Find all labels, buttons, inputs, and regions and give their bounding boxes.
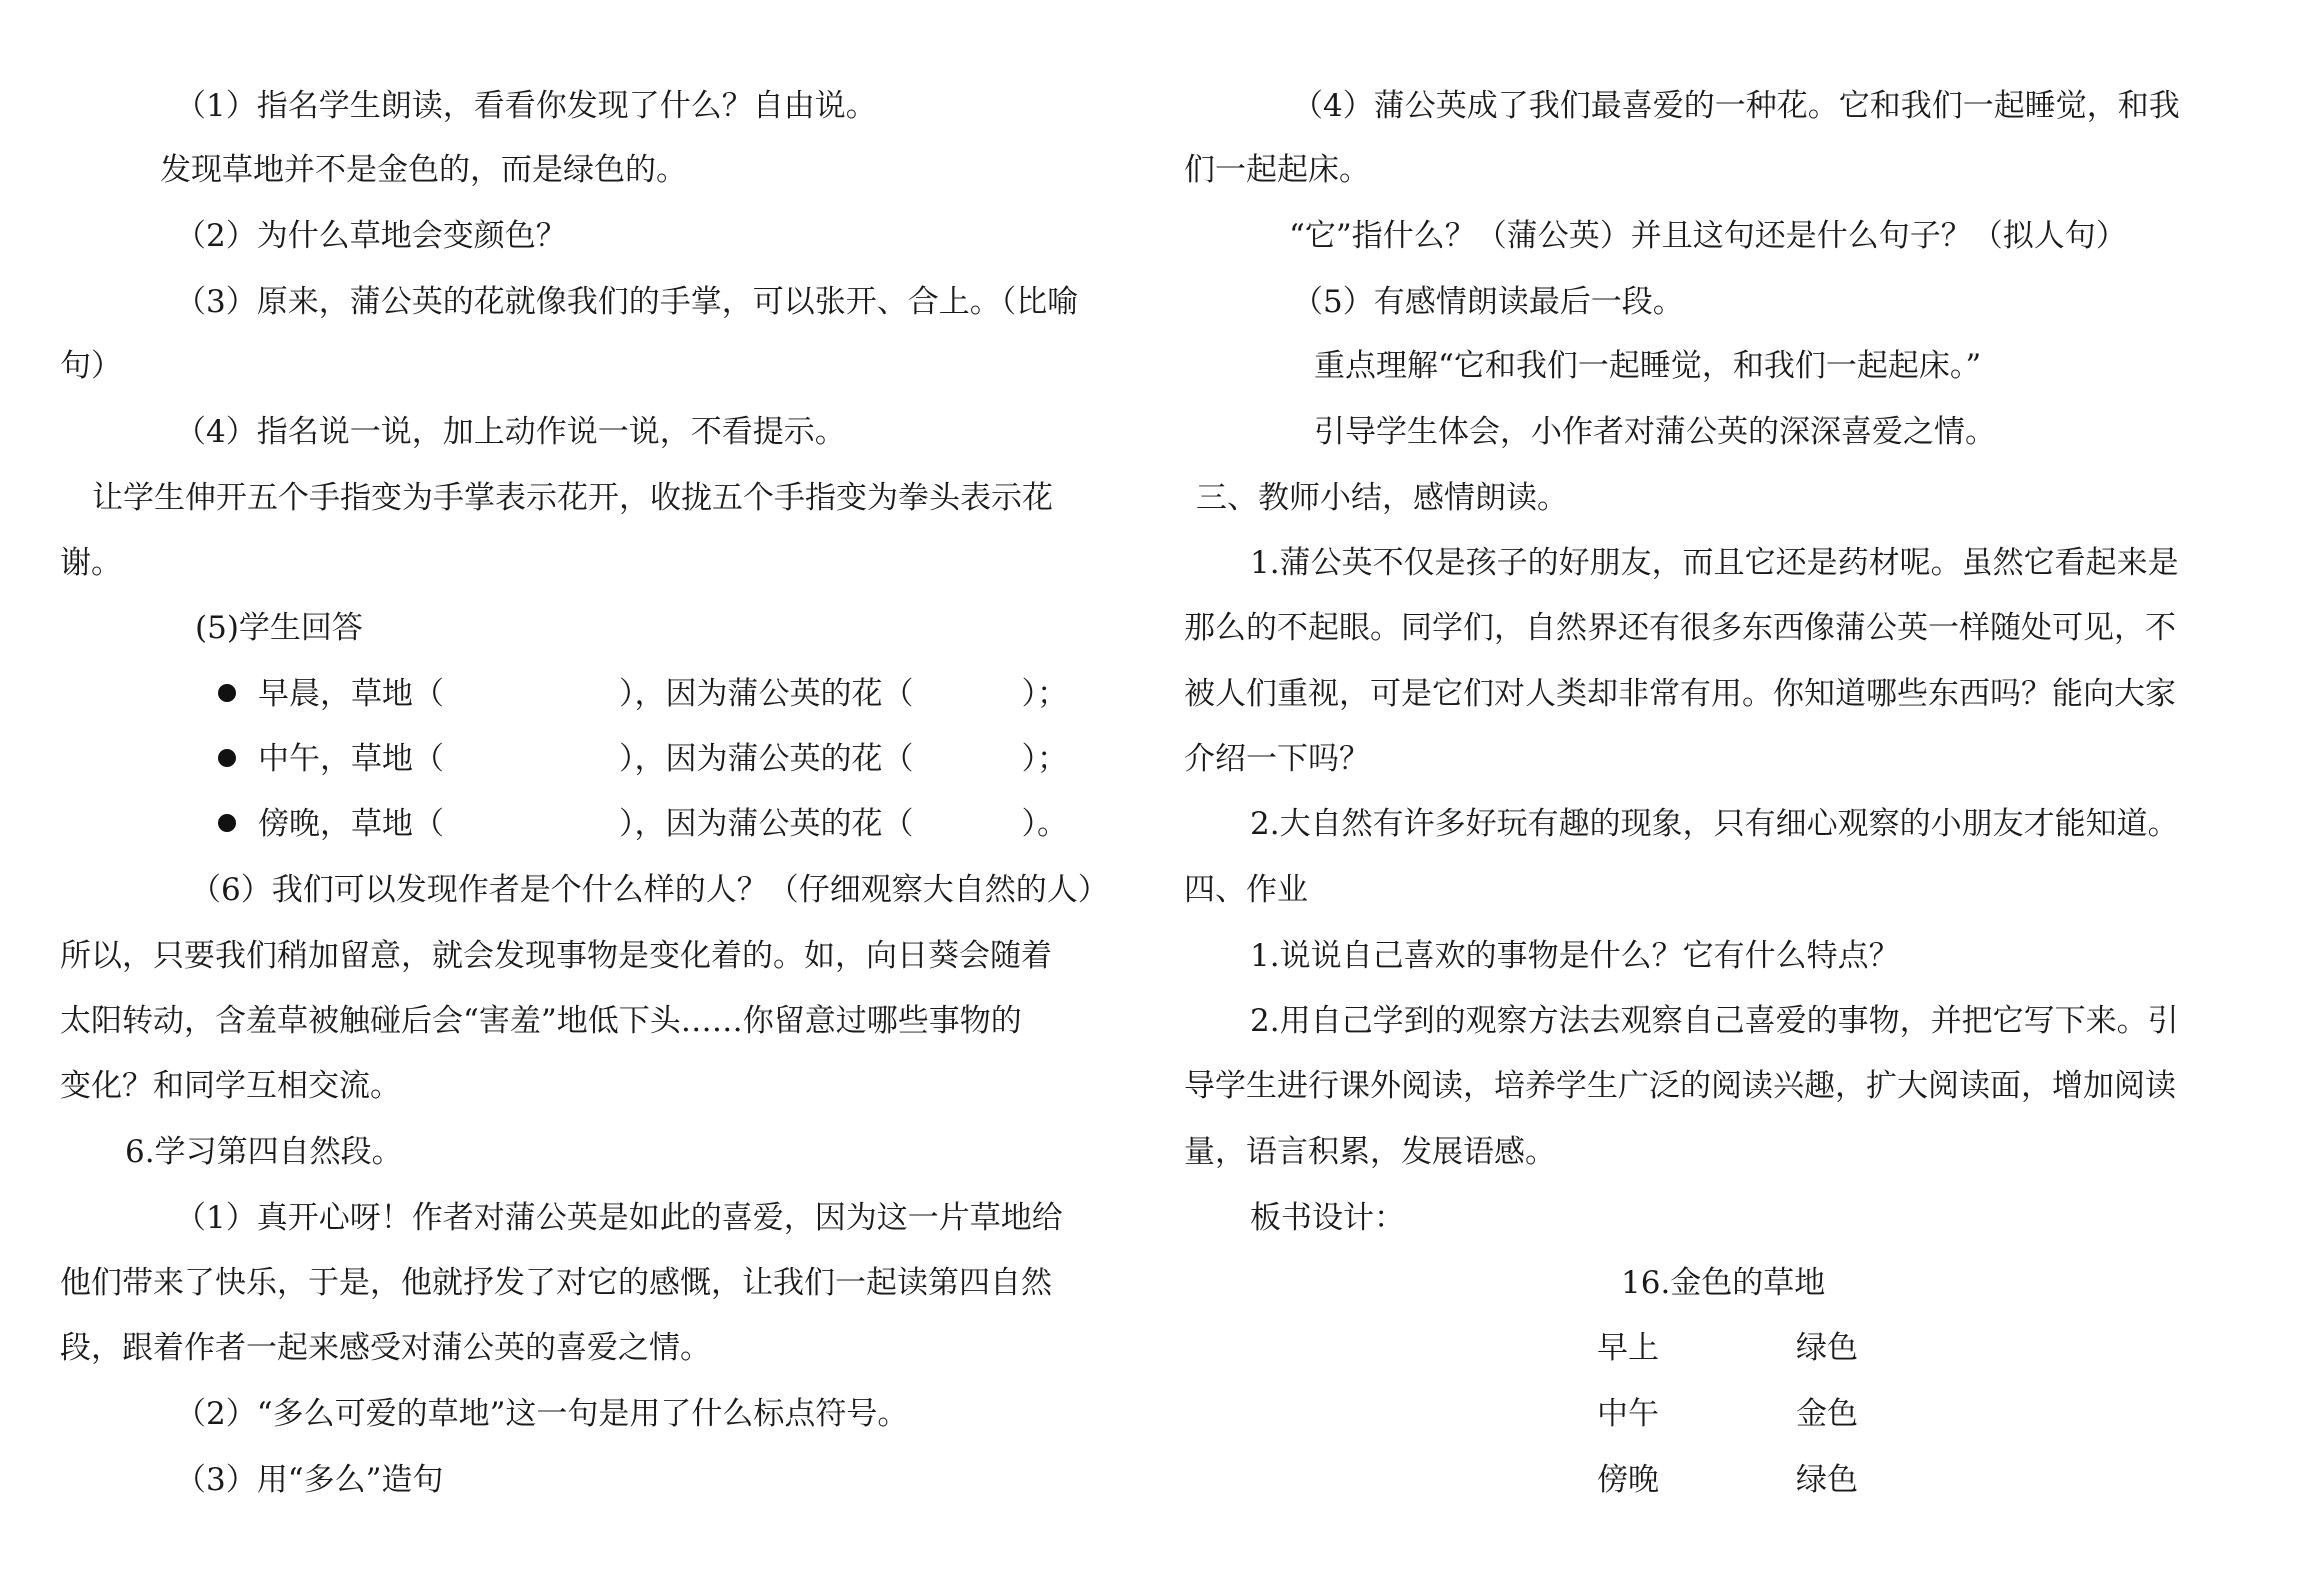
- text-line: 2.大自然有许多好玩有趣的现象，只有细心观察的小朋友才能知道。: [1250, 806, 2179, 842]
- bullet-dot-icon: [218, 814, 236, 832]
- text-line: 们一起起床。: [1184, 152, 1370, 188]
- text-line: 1.蒲公英不仅是孩子的好朋友，而且它还是药材呢。虽然它看起来是: [1250, 545, 2179, 581]
- text-line: 介绍一下吗？: [1184, 741, 1370, 777]
- board-title: 16.金色的草地: [1621, 1265, 1826, 1301]
- section-heading: 三、教师小结，感情朗读。: [1196, 480, 1568, 516]
- text-line: 量，语言积累，发展语感。: [1184, 1134, 1556, 1170]
- text-line: 句）: [60, 348, 122, 384]
- text-line: （4）指名说一说，加上动作说一说，不看提示。: [175, 414, 846, 450]
- text-line: 他们带来了快乐，于是，他就抒发了对它的感慨，让我们一起读第四自然: [60, 1265, 1052, 1301]
- board-label: 板书设计：: [1250, 1200, 1405, 1236]
- text-line: (5)学生回答: [195, 610, 363, 646]
- text-line: 1.说说自己喜欢的事物是什么？它有什么特点？: [1250, 938, 1900, 974]
- bullet-dot-icon: [218, 684, 236, 702]
- text-line: （2）“多么可爱的草地”这一句是用了什么标点符号。: [175, 1396, 909, 1432]
- text-line: （1）真开心呀！作者对蒲公英是如此的喜爱，因为这一片草地给: [175, 1200, 1063, 1236]
- text-line: 2.用自己学到的观察方法去观察自己喜爱的事物，并把它写下来。引: [1250, 1003, 2179, 1039]
- bullet-item: 中午，草地（ ），因为蒲公英的花（ ）；: [218, 739, 1068, 779]
- board-color: 金色: [1796, 1396, 1858, 1432]
- text-line: （4）蒲公英成了我们最喜爱的一种花。它和我们一起睡觉，和我: [1292, 88, 2180, 124]
- board-time: 早上: [1597, 1330, 1659, 1366]
- text-line: （1）指名学生朗读，看看你发现了什么？自由说。: [175, 88, 877, 124]
- text-line: 被人们重视，可是它们对人类却非常有用。你知道哪些东西吗？能向大家: [1184, 676, 2176, 712]
- board-time: 傍晚: [1597, 1462, 1659, 1498]
- text-line: 太阳转动，含羞草被触碰后会“害羞”地低下头……你留意过哪些事物的: [60, 1003, 1022, 1039]
- text-line: 让学生伸开五个手指变为手掌表示花开，收拢五个手指变为拳头表示花: [92, 480, 1053, 516]
- bullet-dot-icon: [218, 749, 236, 767]
- text-line: 那么的不起眼。同学们，自然界还有很多东西像蒲公英一样随处可见，不: [1184, 610, 2176, 646]
- bullet-item: 早晨，草地（ ），因为蒲公英的花（ ）；: [218, 674, 1068, 714]
- text-line: （3）原来，蒲公英的花就像我们的手掌，可以张开、合上。（比喻: [175, 284, 1079, 320]
- text-line: 变化？和同学互相交流。: [60, 1068, 401, 1104]
- text-line: 谢。: [60, 545, 122, 581]
- bullet-item: 傍晚，草地（ ），因为蒲公英的花（ ）。: [218, 804, 1068, 844]
- board-time: 中午: [1597, 1396, 1659, 1432]
- section-heading: 6.学习第四自然段。: [125, 1134, 403, 1170]
- text-line: 发现草地并不是金色的，而是绿色的。: [160, 152, 687, 188]
- text-line: 重点理解“它和我们一起睡觉，和我们一起起床。”: [1314, 348, 1982, 384]
- board-color: 绿色: [1796, 1462, 1858, 1498]
- text-line: （5）有感情朗读最后一段。: [1292, 284, 1684, 320]
- section-heading: 四、作业: [1184, 872, 1308, 908]
- text-line: 引导学生体会，小作者对蒲公英的深深喜爱之情。: [1314, 414, 1996, 450]
- board-color: 绿色: [1796, 1330, 1858, 1366]
- text-line: （2）为什么草地会变颜色？: [175, 218, 567, 254]
- text-line: 导学生进行课外阅读，培养学生广泛的阅读兴趣，扩大阅读面，增加阅读: [1184, 1068, 2176, 1104]
- text-line: （6）我们可以发现作者是个什么样的人？（仔细观察大自然的人）: [190, 872, 1109, 908]
- text-line: 所以，只要我们稍加留意，就会发现事物是变化着的。如，向日葵会随着: [60, 938, 1052, 974]
- text-line: “它”指什么？（蒲公英）并且这句还是什么句子？（拟人句）: [1289, 218, 2127, 254]
- text-line: 段，跟着作者一起来感受对蒲公英的喜爱之情。: [60, 1330, 711, 1366]
- text-line: （3）用“多么”造句: [175, 1462, 444, 1498]
